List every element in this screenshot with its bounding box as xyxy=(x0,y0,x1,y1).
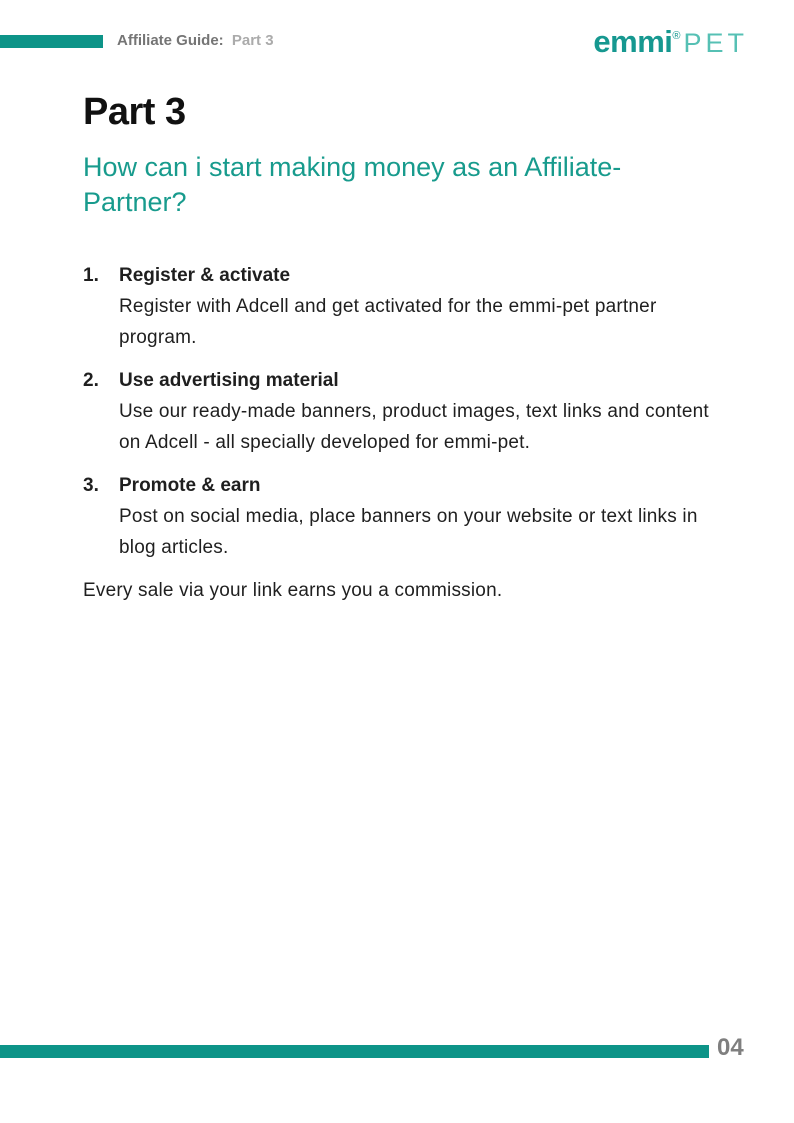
header-accent-bar xyxy=(0,35,103,48)
step-text: Register with Adcell and get activated for the emmi-pet partner program. xyxy=(119,296,657,348)
header-part-label: Part 3 xyxy=(231,32,274,49)
header-breadcrumb xyxy=(117,32,274,50)
logo-suffix-text: PET xyxy=(683,28,748,58)
list-item xyxy=(83,260,713,353)
step-text: Post on social media, place banners on your website or text links in blog articles. xyxy=(119,506,698,558)
step-label: Register & activate xyxy=(119,265,291,286)
step-number: 2. xyxy=(83,370,99,391)
closing-sentence: Every sale via your link earns you a commission. xyxy=(83,580,503,601)
list-item xyxy=(83,365,713,458)
header-guide-label: Affiliate Guide: xyxy=(117,32,224,49)
step-number: 3. xyxy=(83,475,99,496)
emmi-pet-logo xyxy=(593,26,748,65)
step-body xyxy=(119,260,711,353)
logo-brand-text: emmi xyxy=(593,24,673,59)
step-text: Use our ready-made banners, product images, text links and content on Adcell - all specially developed for emmi-pet. xyxy=(119,401,709,453)
step-body xyxy=(119,365,711,458)
page-number: 04 xyxy=(717,1034,744,1061)
step-label: Promote & earn xyxy=(119,475,261,496)
section-heading: How can i start making money as an Affiliate-Partner? xyxy=(83,152,622,217)
step-body xyxy=(119,470,711,563)
step-label: Use advertising material xyxy=(119,370,339,391)
page-title: Part 3 xyxy=(83,91,186,133)
footer-accent-bar xyxy=(0,1045,709,1058)
registered-trademark-icon: ® xyxy=(672,30,681,42)
list-item xyxy=(83,470,713,563)
steps-list xyxy=(83,260,713,563)
step-number: 1. xyxy=(83,265,99,286)
page-content xyxy=(83,92,713,606)
